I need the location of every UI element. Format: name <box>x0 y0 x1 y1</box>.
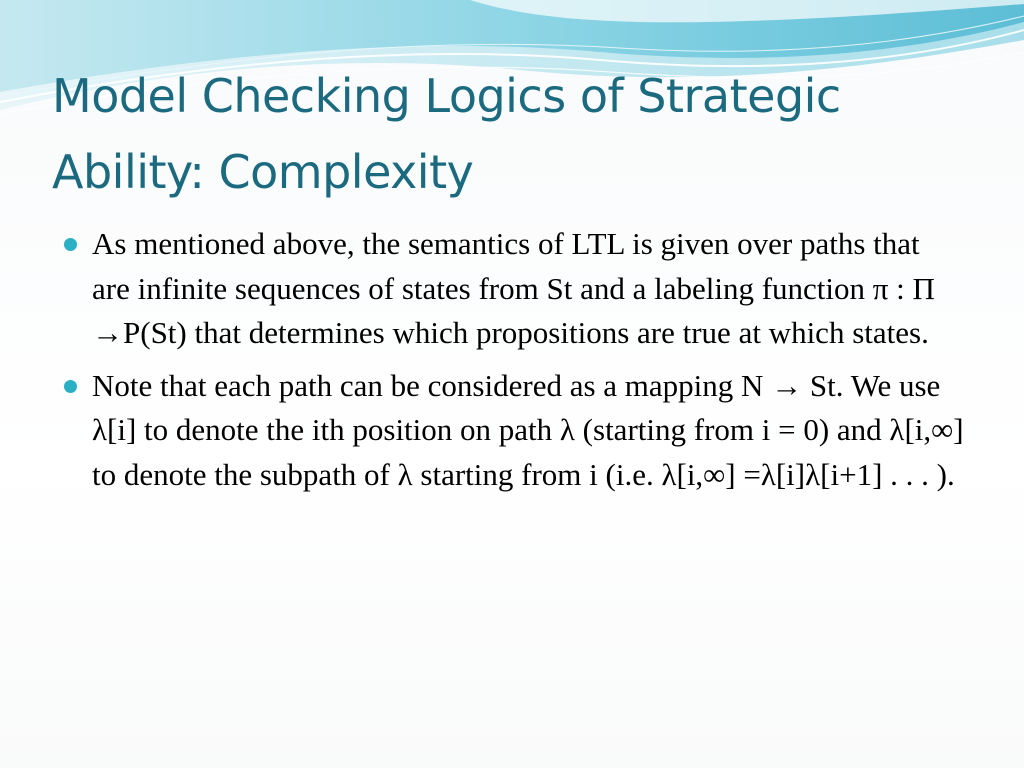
bullet-item-ltl-semantics <box>64 222 964 356</box>
bullet-dot-icon <box>64 238 77 251</box>
bullet-list <box>64 222 964 505</box>
bullet-text: Note that each path can be considered as a mapping N → St. We use λ[i] to denote the ith position on path λ (starting from i = 0) and λ[i,∞] to denote the subpath of λ starting from i (i.e. λ[i,∞] =λ[i]λ[i+1] . . . ). <box>92 367 964 492</box>
bullet-text: As mentioned above, the semantics of LTL is given over paths that are infinite sequences of states from St and a labeling function π : Π →P(St) that determines which propositions are true at which states. <box>92 226 935 350</box>
bullet-dot-icon <box>64 380 77 393</box>
slide-title: Model Checking Logics of Strategic Ability: Complexity <box>52 69 841 199</box>
bullet-item-path-mapping <box>64 364 964 498</box>
